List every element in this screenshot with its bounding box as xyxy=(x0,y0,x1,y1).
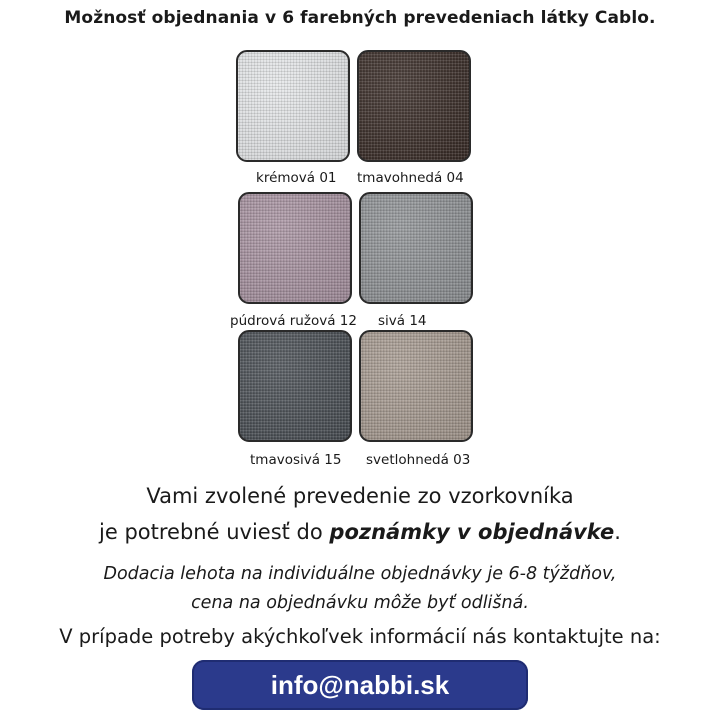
delivery-line-1: Dodacia lehota na individuálne objednávky je 6-8 týždňov, xyxy=(103,564,617,584)
swatch-svetlohneda[interactable] xyxy=(359,330,473,442)
email-link[interactable]: info@nabbi.sk xyxy=(270,669,450,700)
swatch-pudrova-ruzova[interactable] xyxy=(238,192,352,304)
instruction-line-2 xyxy=(0,520,720,544)
swatch-label-pudrova-ruzova: púdrová ružová 12 xyxy=(230,313,357,329)
swatch-label-siva: sivá 14 xyxy=(378,313,427,329)
swatch-label-kremova: krémová 01 xyxy=(256,170,337,186)
page-title: Možnosť objednania v 6 farebných prevedeniach látky Cablo. xyxy=(64,8,656,28)
instruction-line-2-suffix: . xyxy=(614,520,621,544)
swatch-siva[interactable] xyxy=(359,192,473,304)
delivery-line-2: cena na objednávku môže byť odlišná. xyxy=(191,593,529,613)
instruction-emphasis: poznámky v objednávke xyxy=(329,520,615,544)
swatch-label-svetlohneda: svetlohnedá 03 xyxy=(366,452,471,468)
instruction-line-1: Vami zvolené prevedenie zo vzorkovníka xyxy=(146,484,574,508)
swatch-label-tmavosiva: tmavosivá 15 xyxy=(250,452,342,468)
email-button[interactable] xyxy=(192,660,528,710)
contact-text: V prípade potreby akýchkoľvek informácií nás kontaktujte na: xyxy=(59,625,661,648)
swatch-kremova[interactable] xyxy=(236,50,350,162)
instruction-line-2-prefix: je potrebné uviesť do xyxy=(99,520,330,544)
swatch-tmavohneda[interactable] xyxy=(357,50,471,162)
swatch-tmavosiva[interactable] xyxy=(238,330,352,442)
swatch-label-tmavohneda: tmavohnedá 04 xyxy=(357,170,464,186)
